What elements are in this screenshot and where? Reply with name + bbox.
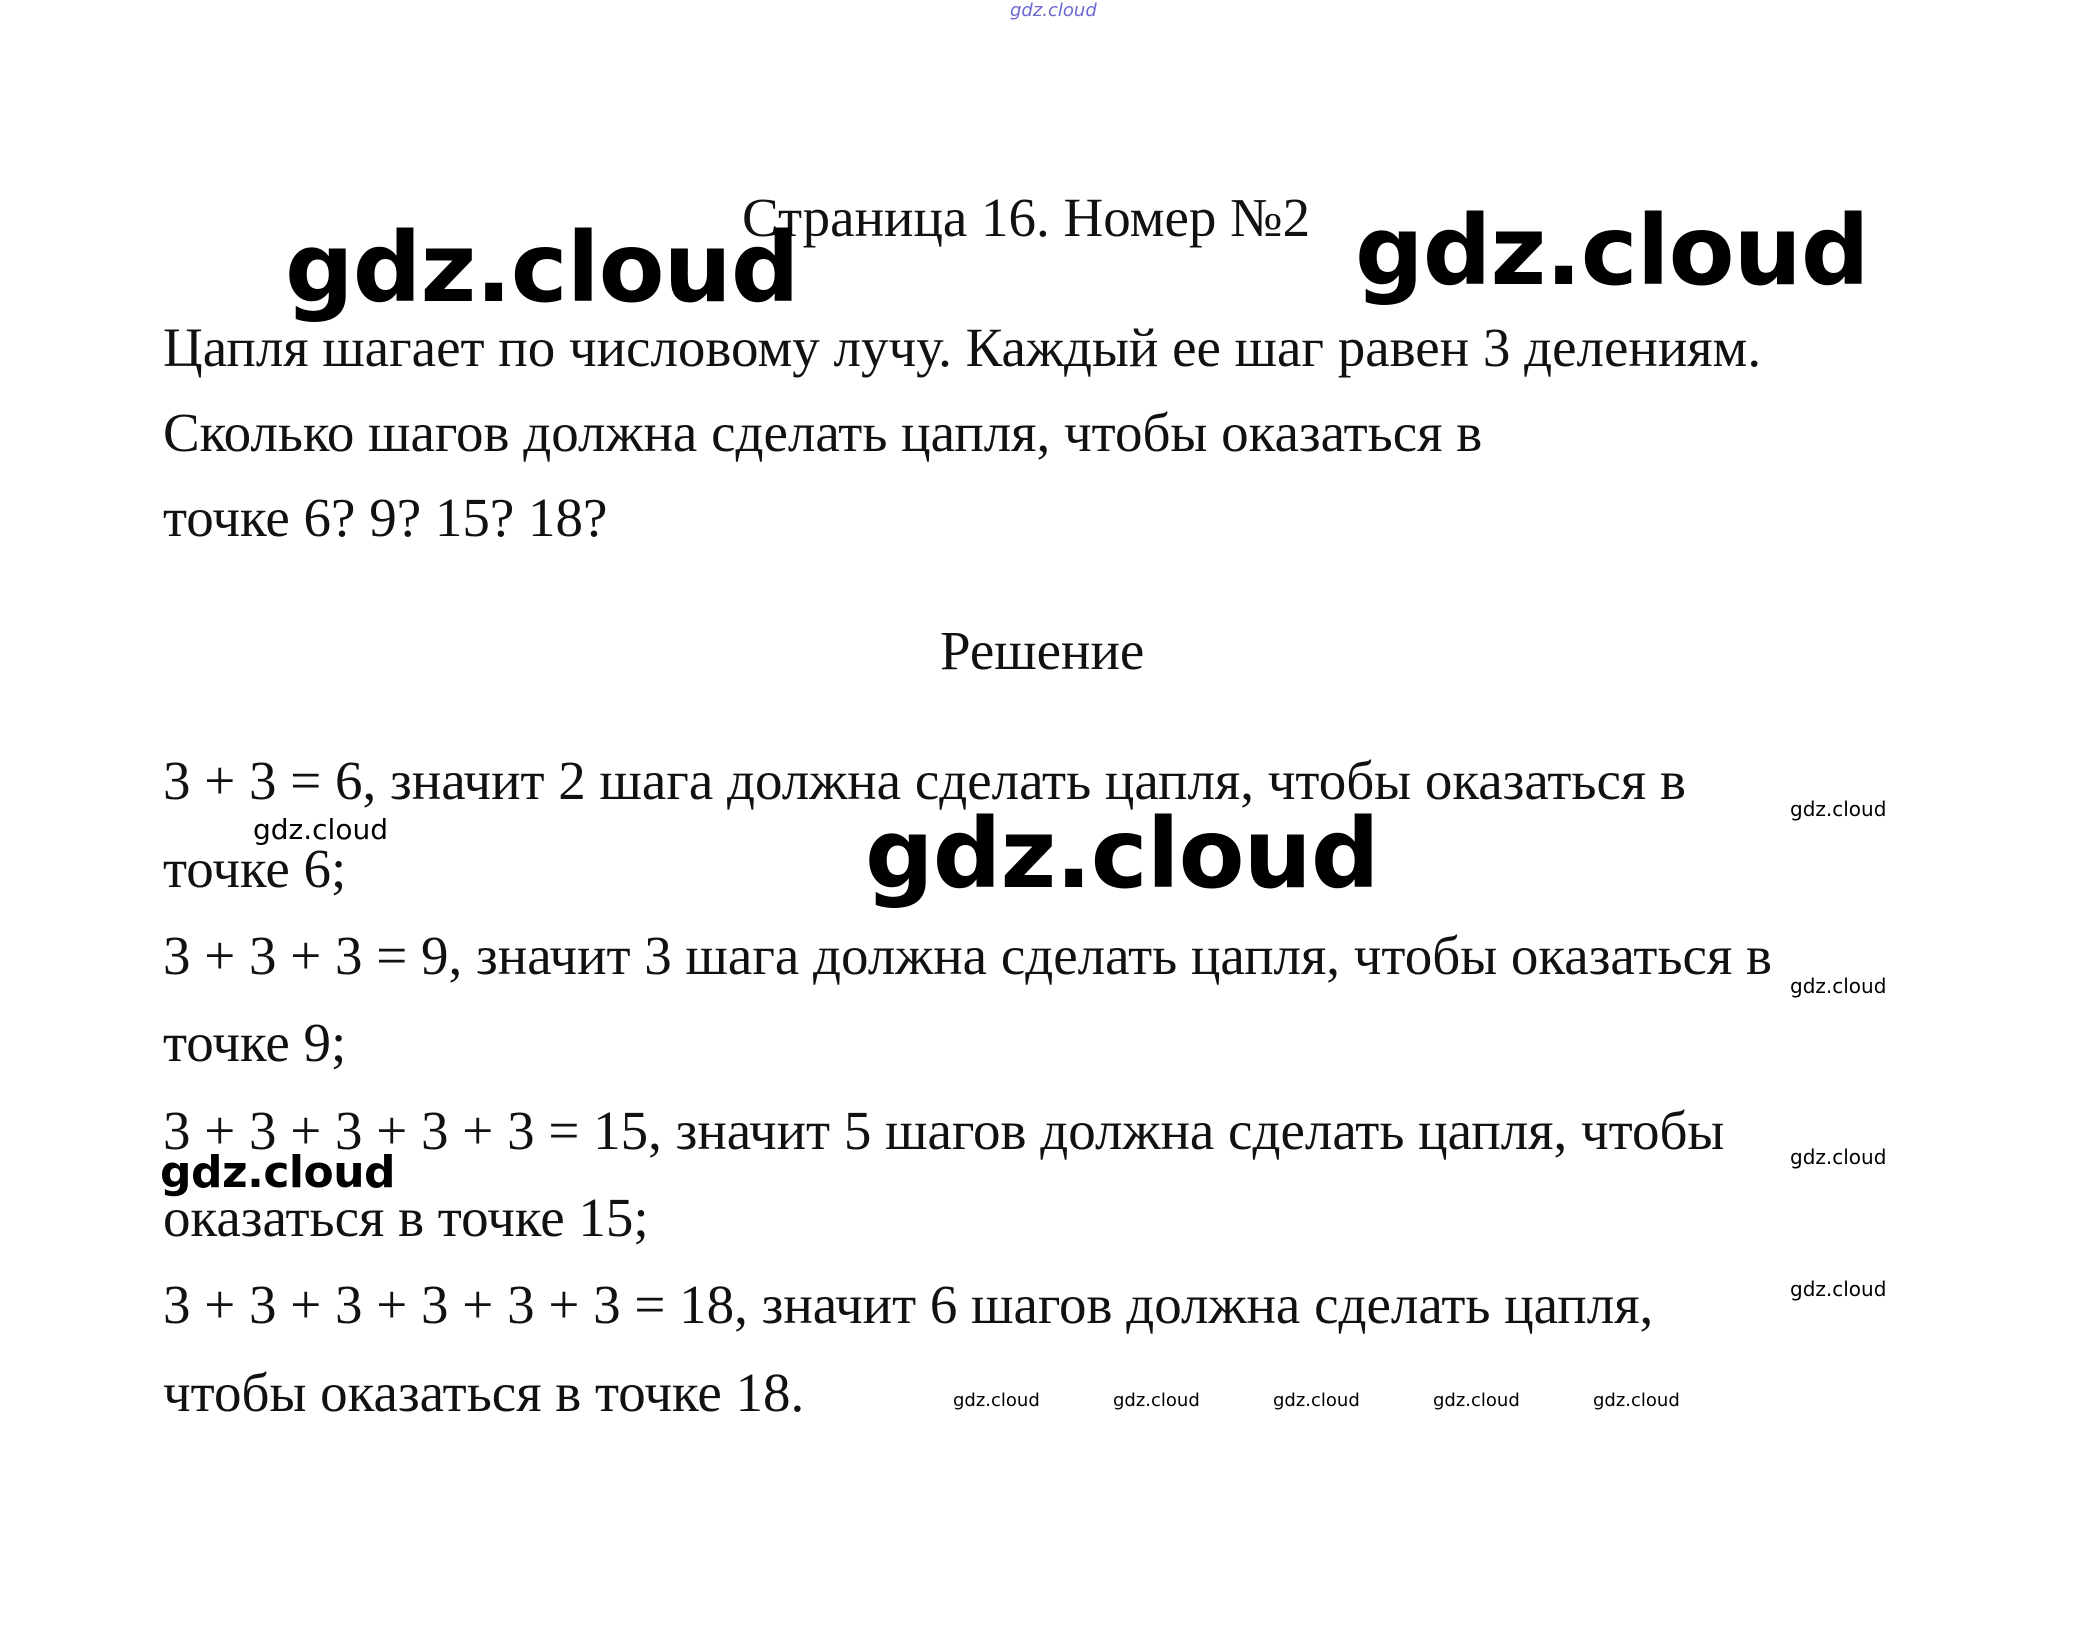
watermark-tiny: gdz.cloud xyxy=(1790,1277,1887,1301)
watermark-medium: gdz.cloud xyxy=(160,1147,396,1198)
solution-line-4: точке 9; xyxy=(163,1012,347,1073)
watermark-tiny: gdz.cloud xyxy=(1273,1390,1360,1411)
page-title: Страница 16. Номер №2 xyxy=(742,187,1311,248)
solution-line-6: оказаться в точке 15; xyxy=(163,1187,649,1248)
solution-line-1: 3 + 3 = 6, значит 2 шага должна сделать цапля, чтобы оказаться в xyxy=(163,750,1686,811)
watermark-small: gdz.cloud xyxy=(253,813,388,846)
solution-line-3: 3 + 3 + 3 = 9, значит 3 шага должна сделать цапля, чтобы оказаться в xyxy=(163,925,1772,986)
problem-line-1: Цапля шагает по числовому лучу. Каждый ее шаг равен 3 делениям. xyxy=(163,317,1762,378)
solution-line-5: 3 + 3 + 3 + 3 + 3 = 15, значит 5 шагов должна сделать цапля, чтобы xyxy=(163,1100,1725,1161)
problem-line-3: точке 6? 9? 15? 18? xyxy=(163,487,608,548)
watermark-large-right: gdz.cloud xyxy=(1355,195,1869,307)
watermark-tiny: gdz.cloud xyxy=(953,1390,1040,1411)
solution-line-2: точке 6; xyxy=(163,838,347,899)
watermark-top: gdz.cloud xyxy=(1010,0,1097,21)
solution-line-8: чтобы оказаться в точке 18. xyxy=(163,1362,805,1423)
solution-line-7: 3 + 3 + 3 + 3 + 3 + 3 = 18, значит 6 шагов должна сделать цапля, xyxy=(163,1274,1654,1335)
watermark-tiny: gdz.cloud xyxy=(1113,1390,1200,1411)
watermark-tiny: gdz.cloud xyxy=(1593,1390,1680,1411)
watermark-large-center: gdz.cloud xyxy=(865,798,1379,910)
problem-line-2: Сколько шагов должна сделать цапля, чтобы оказаться в xyxy=(163,402,1483,463)
watermark-tiny: gdz.cloud xyxy=(1790,797,1887,821)
watermark-large-left: gdz.cloud xyxy=(285,212,799,324)
watermark-tiny: gdz.cloud xyxy=(1790,974,1887,998)
watermark-tiny: gdz.cloud xyxy=(1790,1145,1887,1169)
watermark-tiny: gdz.cloud xyxy=(1433,1390,1520,1411)
solution-heading: Решение xyxy=(940,620,1145,681)
